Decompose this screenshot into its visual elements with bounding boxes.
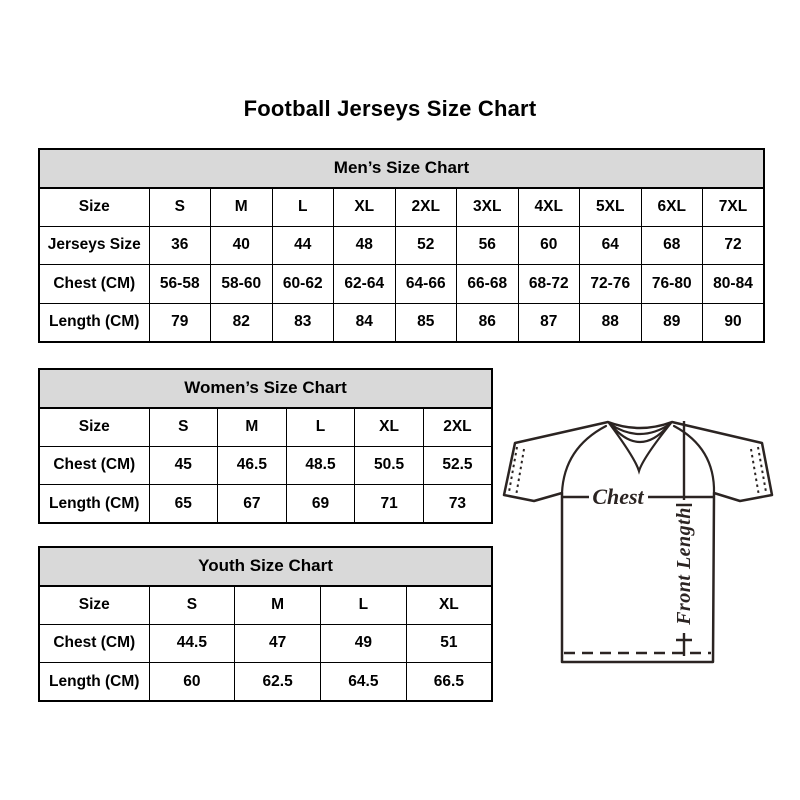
size-value-cell: 62.5 (235, 663, 321, 702)
table-title: Youth Size Chart (39, 547, 492, 586)
size-value-cell: S (149, 586, 235, 625)
row-label: Chest (CM) (39, 624, 149, 663)
size-value-cell: 76-80 (641, 265, 703, 304)
size-value-cell: 60 (518, 226, 580, 265)
size-value-cell: 2XL (395, 188, 457, 227)
size-value-cell: 84 (334, 303, 396, 342)
size-value-cell: 2XL (423, 408, 492, 447)
size-value-cell: 48.5 (286, 446, 355, 485)
size-value-cell: 90 (703, 303, 765, 342)
size-value-cell: 44.5 (149, 624, 235, 663)
size-value-cell: 79 (149, 303, 211, 342)
size-value-cell: 66-68 (457, 265, 519, 304)
size-value-cell: 62-64 (334, 265, 396, 304)
size-value-cell: XL (355, 408, 424, 447)
size-value-cell: 6XL (641, 188, 703, 227)
size-value-cell: L (321, 586, 407, 625)
size-value-cell: 44 (272, 226, 334, 265)
size-value-cell: 71 (355, 485, 424, 524)
size-value-cell: XL (406, 586, 492, 625)
size-value-cell: 51 (406, 624, 492, 663)
size-value-cell: 67 (218, 485, 287, 524)
table-title: Women’s Size Chart (39, 369, 492, 408)
row-label: Size (39, 586, 149, 625)
size-value-cell: 86 (457, 303, 519, 342)
row-label: Length (CM) (39, 303, 149, 342)
row-label: Size (39, 408, 149, 447)
size-value-cell: M (211, 188, 273, 227)
size-value-cell: 56 (457, 226, 519, 265)
table-title: Men’s Size Chart (39, 149, 764, 188)
table-row (39, 408, 492, 447)
size-value-cell: L (286, 408, 355, 447)
size-value-cell: 83 (272, 303, 334, 342)
row-label: Jerseys Size (39, 226, 149, 265)
jersey-outline-shape (504, 422, 772, 662)
table-header-row (39, 369, 492, 408)
size-value-cell: XL (334, 188, 396, 227)
row-label: Size (39, 188, 149, 227)
size-value-cell: 88 (580, 303, 642, 342)
size-value-cell: M (218, 408, 287, 447)
row-label: Length (CM) (39, 485, 149, 524)
size-value-cell: 50.5 (355, 446, 424, 485)
size-value-cell: 65 (149, 485, 218, 524)
size-value-cell: M (235, 586, 321, 625)
table-row (39, 586, 492, 625)
mens-size-table (38, 148, 765, 343)
size-value-cell: 4XL (518, 188, 580, 227)
table-header-row (39, 149, 764, 188)
size-value-cell: 49 (321, 624, 407, 663)
size-value-cell: 72 (703, 226, 765, 265)
table-row (39, 485, 492, 524)
size-value-cell: 45 (149, 446, 218, 485)
size-value-cell: 89 (641, 303, 703, 342)
size-value-cell: 52 (395, 226, 457, 265)
size-value-cell: 80-84 (703, 265, 765, 304)
size-value-cell: 64 (580, 226, 642, 265)
size-value-cell: 66.5 (406, 663, 492, 702)
size-value-cell: 68 (641, 226, 703, 265)
size-value-cell: 36 (149, 226, 211, 265)
size-value-cell: 46.5 (218, 446, 287, 485)
size-value-cell: 64-66 (395, 265, 457, 304)
size-value-cell: 60 (149, 663, 235, 702)
size-value-cell: L (272, 188, 334, 227)
jersey-measurement-diagram (500, 400, 780, 690)
size-value-cell: 64.5 (321, 663, 407, 702)
table-row (39, 265, 764, 304)
size-value-cell: 47 (235, 624, 321, 663)
row-label: Chest (CM) (39, 446, 149, 485)
size-value-cell: 40 (211, 226, 273, 265)
row-label: Chest (CM) (39, 265, 149, 304)
size-value-cell: 72-76 (580, 265, 642, 304)
womens-size-table (38, 368, 493, 524)
table-row (39, 446, 492, 485)
page-title: Football Jerseys Size Chart (243, 96, 537, 121)
table-row (39, 663, 492, 702)
table-row (39, 624, 492, 663)
size-value-cell: 58-60 (211, 265, 273, 304)
size-value-cell: S (149, 188, 211, 227)
youth-size-table (38, 546, 493, 702)
size-value-cell: 5XL (580, 188, 642, 227)
size-value-cell: 56-58 (149, 265, 211, 304)
size-value-cell: 69 (286, 485, 355, 524)
size-value-cell: 52.5 (423, 446, 492, 485)
size-value-cell: 68-72 (518, 265, 580, 304)
front-length-label: Front Length (673, 507, 695, 625)
size-value-cell: 48 (334, 226, 396, 265)
row-label: Length (CM) (39, 663, 149, 702)
size-value-cell: 60-62 (272, 265, 334, 304)
size-value-cell: 82 (211, 303, 273, 342)
table-row (39, 303, 764, 342)
table-row (39, 188, 764, 227)
size-value-cell: S (149, 408, 218, 447)
table-header-row (39, 547, 492, 586)
size-value-cell: 73 (423, 485, 492, 524)
table-row (39, 226, 764, 265)
size-value-cell: 85 (395, 303, 457, 342)
size-value-cell: 87 (518, 303, 580, 342)
size-value-cell: 3XL (457, 188, 519, 227)
chest-label: Chest (592, 484, 644, 509)
size-value-cell: 7XL (703, 188, 765, 227)
